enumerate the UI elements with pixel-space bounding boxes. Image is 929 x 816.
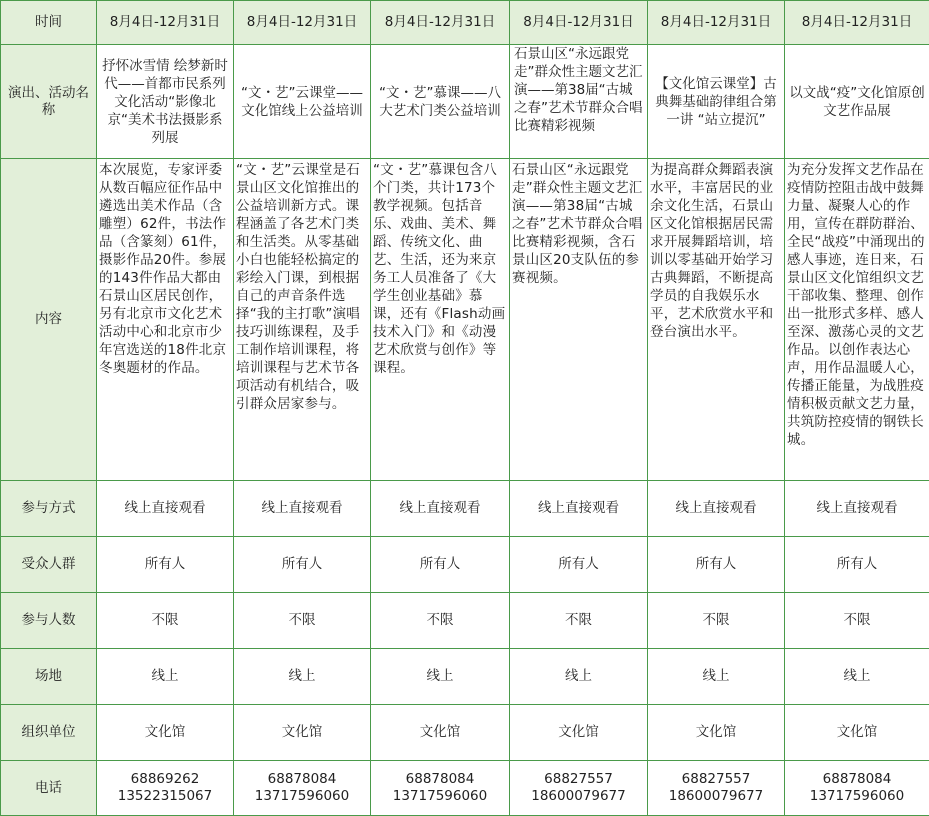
phone-cell (371, 761, 510, 816)
event-content: 本次展览，专家评委从数百幅应征作品中遴选出美术作品（含雕塑）62件，书法作品（含篆刻）61件，摄影作品20件。参展的143件作品大都由石景山区居民创作，另有北京市文化艺术活动中心和北京市少年宫选送的18件北京冬奥题材的作品。 (97, 159, 234, 481)
method-cell: 线上直接观看 (371, 481, 510, 537)
date-cell: 8月4日-12月31日 (97, 1, 234, 45)
venue-cell: 线上 (648, 649, 785, 705)
org-cell: 文化馆 (648, 705, 785, 761)
name-row-label: 演出、活动名称 (1, 45, 97, 159)
content-row (1, 159, 929, 481)
audience-cell: 所有人 (785, 537, 929, 593)
mobile-number: 18600079677 (531, 788, 626, 804)
count-cell: 不限 (785, 593, 929, 649)
venue-cell: 线上 (97, 649, 234, 705)
count-cell: 不限 (510, 593, 648, 649)
count-cell: 不限 (371, 593, 510, 649)
event-name: 抒怀冰雪情 绘梦新时代——首都市民系列文化活动“影像北京“美术书法摄影系列展 (97, 45, 234, 159)
event-content: 为充分发挥文艺作品在疫情防控阻击战中鼓舞力量、凝聚人心的作用，宣传在群防群治、全民“战疫”中涌现出的感人事迹，连日来，石景山区文化馆组织文艺干部收集、整理、创作出一批形式多样、感人至深、激荡心灵的文艺作品。以创作表达心声，用作品温暖人心，传播正能量，为战胜疫情积极贡献文艺力量，共筑防控疫情的钢铁长城。 (785, 159, 929, 481)
audience-row-label: 受众人群 (1, 537, 97, 593)
venue-cell: 线上 (371, 649, 510, 705)
venue-row-label: 场地 (1, 649, 97, 705)
method-cell: 线上直接观看 (234, 481, 371, 537)
event-content: “文・艺”慕课包含八个门类，共计173个教学视频。包括音乐、戏曲、美术、舞蹈、传统文化、曲艺、生活，还为来京务工人员准备了《大学生创业基础》慕课，还有《Flash动画技术入门》和《动漫艺术欣赏与创作》等课程。 (371, 159, 510, 481)
date-cell: 8月4日-12月31日 (510, 1, 648, 45)
phone-cell (97, 761, 234, 816)
org-cell: 文化馆 (97, 705, 234, 761)
phone-row (1, 761, 929, 816)
event-name: 【文化馆云课堂】古典舞基础韵律组合第一讲 “站立提沉” (648, 45, 785, 159)
audience-cell: 所有人 (648, 537, 785, 593)
phone-number: 68878084 (822, 771, 892, 787)
org-cell: 文化馆 (371, 705, 510, 761)
phone-row-label: 电话 (1, 761, 97, 816)
audience-cell: 所有人 (97, 537, 234, 593)
org-row-label: 组织单位 (1, 705, 97, 761)
mobile-number: 13522315067 (117, 788, 213, 804)
time-header-label: 时间 (1, 1, 97, 45)
audience-cell: 所有人 (234, 537, 371, 593)
phone-cell (785, 761, 929, 816)
count-row-label: 参与人数 (1, 593, 97, 649)
org-cell: 文化馆 (510, 705, 648, 761)
event-name: “文・艺”云课堂——文化馆线上公益培训 (234, 45, 371, 159)
mobile-number: 13717596060 (809, 788, 905, 804)
event-content: 石景山区“永远跟党走”群众性主题文艺汇演——第38届“古城之春”艺术节群众合唱比赛精彩视频，含石景山区20支队伍的参赛视频。 (510, 159, 648, 481)
count-cell: 不限 (234, 593, 371, 649)
phone-cell (510, 761, 648, 816)
count-cell: 不限 (648, 593, 785, 649)
date-cell: 8月4日-12月31日 (234, 1, 371, 45)
phone-number: 68878084 (267, 771, 337, 787)
venue-cell: 线上 (510, 649, 648, 705)
event-name: 石景山区“永远跟党走”群众性主题文艺汇演——第38届“古城之春”艺术节群众合唱比赛精彩视频 (510, 45, 648, 159)
date-cell: 8月4日-12月31日 (785, 1, 929, 45)
method-cell: 线上直接观看 (648, 481, 785, 537)
date-cell: 8月4日-12月31日 (371, 1, 510, 45)
content-row-label: 内容 (1, 159, 97, 481)
count-row (1, 593, 929, 649)
event-content: 为提高群众舞蹈表演水平，丰富居民的业余文化生活，石景山区文化馆根据居民需求开展舞蹈培训，培训以零基础开始学习古典舞蹈，不断提高学员的自我娱乐水平，艺术欣赏水平和登台演出水平。 (648, 159, 785, 481)
phone-number: 68878084 (405, 771, 475, 787)
method-row-label: 参与方式 (1, 481, 97, 537)
phone-cell (234, 761, 371, 816)
method-cell: 线上直接观看 (510, 481, 648, 537)
name-row (1, 45, 929, 159)
event-name: “文・艺”慕课——八大艺术门类公益培训 (371, 45, 510, 159)
org-cell: 文化馆 (785, 705, 929, 761)
method-row (1, 481, 929, 537)
phone-cell (648, 761, 785, 816)
audience-cell: 所有人 (510, 537, 648, 593)
count-cell: 不限 (97, 593, 234, 649)
phone-number: 68827557 (681, 771, 751, 787)
venue-cell: 线上 (785, 649, 929, 705)
venue-cell: 线上 (234, 649, 371, 705)
phone-number: 68869262 (130, 771, 200, 787)
phone-number: 68827557 (544, 771, 613, 787)
org-cell: 文化馆 (234, 705, 371, 761)
mobile-number: 13717596060 (392, 788, 488, 804)
method-cell: 线上直接观看 (785, 481, 929, 537)
mobile-number: 13717596060 (254, 788, 350, 804)
mobile-number: 18600079677 (668, 788, 764, 804)
method-cell: 线上直接观看 (97, 481, 234, 537)
header-row (1, 1, 929, 45)
org-row (1, 705, 929, 761)
event-content: “文・艺”云课堂是石景山区文化馆推出的公益培训新方式。课程涵盖了各艺术门类和生活类。从零基础小白也能轻松搞定的彩绘入门课，到根据自己的声音条件选择“我的主打歌”演唱技巧训练课程，及手工制作培训课程，将培训课程与艺术节各项活动有机结合，吸引群众居家参与。 (234, 159, 371, 481)
date-cell: 8月4日-12月31日 (648, 1, 785, 45)
event-name: 以文战“疫”文化馆原创文艺作品展 (785, 45, 929, 159)
audience-cell: 所有人 (371, 537, 510, 593)
venue-row (1, 649, 929, 705)
audience-row (1, 537, 929, 593)
